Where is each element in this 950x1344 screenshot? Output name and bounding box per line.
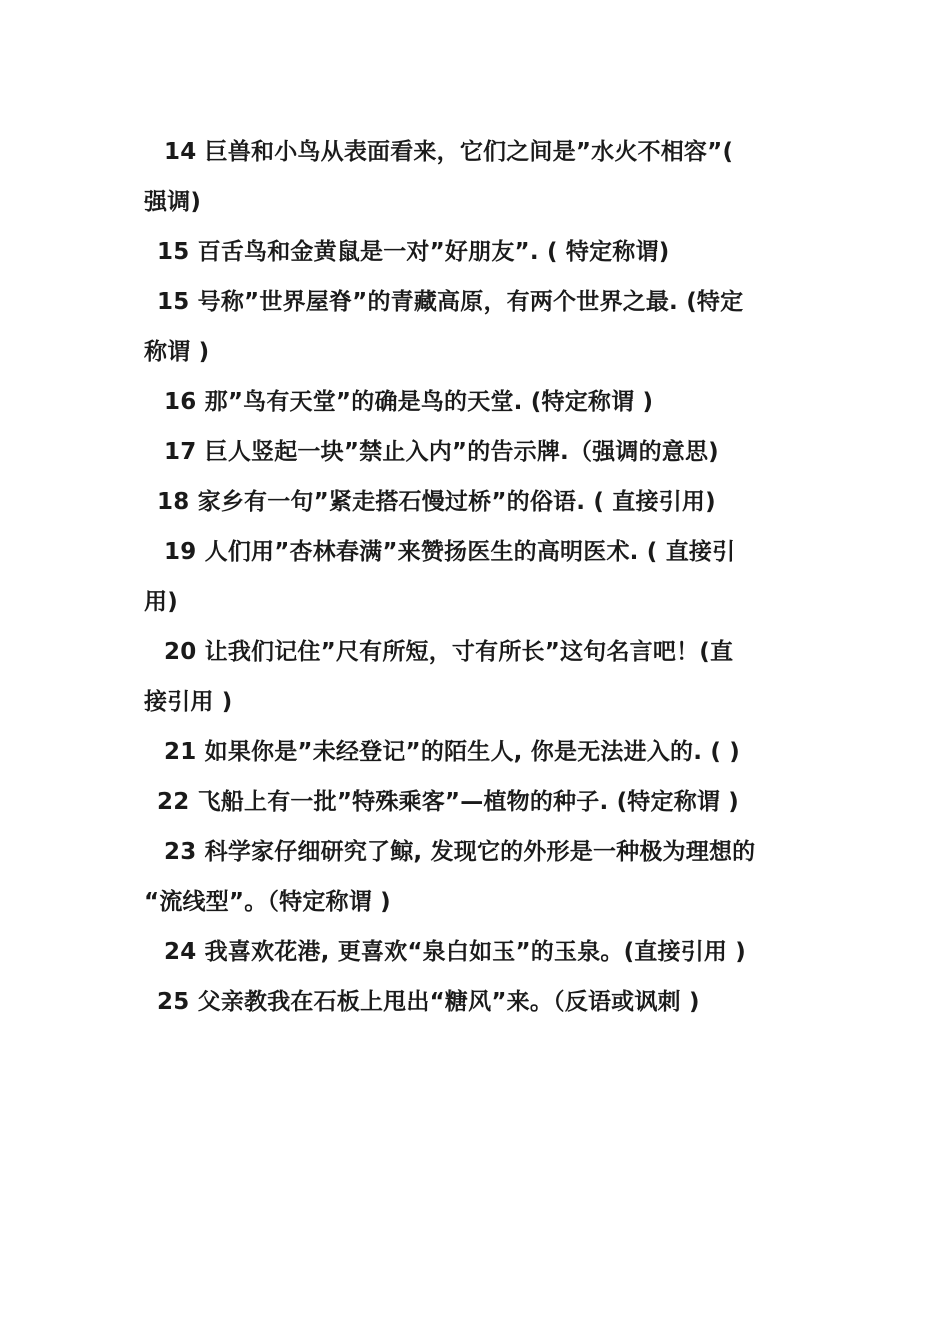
text-line: 14 巨兽和小鸟从表面看来，它们之间是”水火不相容”( — [164, 139, 734, 165]
text-line: 15 百舌鸟和金黄鼠是一对”好朋友”. ( 特定称谓) — [157, 239, 670, 265]
text-line: 22 飞船上有一批”特殊乘客”—植物的种子. (特定称谓 ) — [157, 789, 740, 815]
text-line: 16 那”鸟有天堂”的确是鸟的天堂. (特定称谓 ) — [164, 389, 654, 415]
text-line: 18 家乡有一句”紧走搭石慢过桥”的俗语. ( 直接引用) — [157, 489, 716, 515]
text-line: 15 号称”世界屋脊”的青藏高原，有两个世界之最. (特定 — [157, 289, 744, 315]
text-line: 20 让我们记住”尺有所短，寸有所长”这句名言吧！(直 — [164, 639, 734, 665]
text-line: 21 如果你是”未经登记”的陌生人, 你是无法进入的. ( ) — [164, 739, 740, 765]
text-line: “流线型”。（特定称谓 ) — [144, 889, 391, 915]
document-body — [144, 127, 814, 1027]
text-line: 23 科学家仔细研究了鲸, 发现它的外形是一种极为理想的 — [164, 839, 756, 865]
text-line: 用) — [144, 589, 178, 615]
text-line: 17 巨人竖起一块”禁止入内”的告示牌.（强调的意思) — [164, 439, 719, 465]
text-line: 称谓 ) — [144, 339, 210, 365]
text-line: 19 人们用”杏林春满”来赞扬医生的高明医术. ( 直接引 — [164, 539, 736, 565]
text-line: 接引用 ) — [144, 689, 233, 715]
text-line: 强调) — [144, 189, 202, 215]
text-line: 24 我喜欢花港, 更喜欢“泉白如玉”的玉泉。(直接引用 ) — [164, 939, 747, 965]
text-line: 25 父亲教我在石板上甩出“糖风”来。（反语或讽刺 ) — [157, 989, 700, 1015]
